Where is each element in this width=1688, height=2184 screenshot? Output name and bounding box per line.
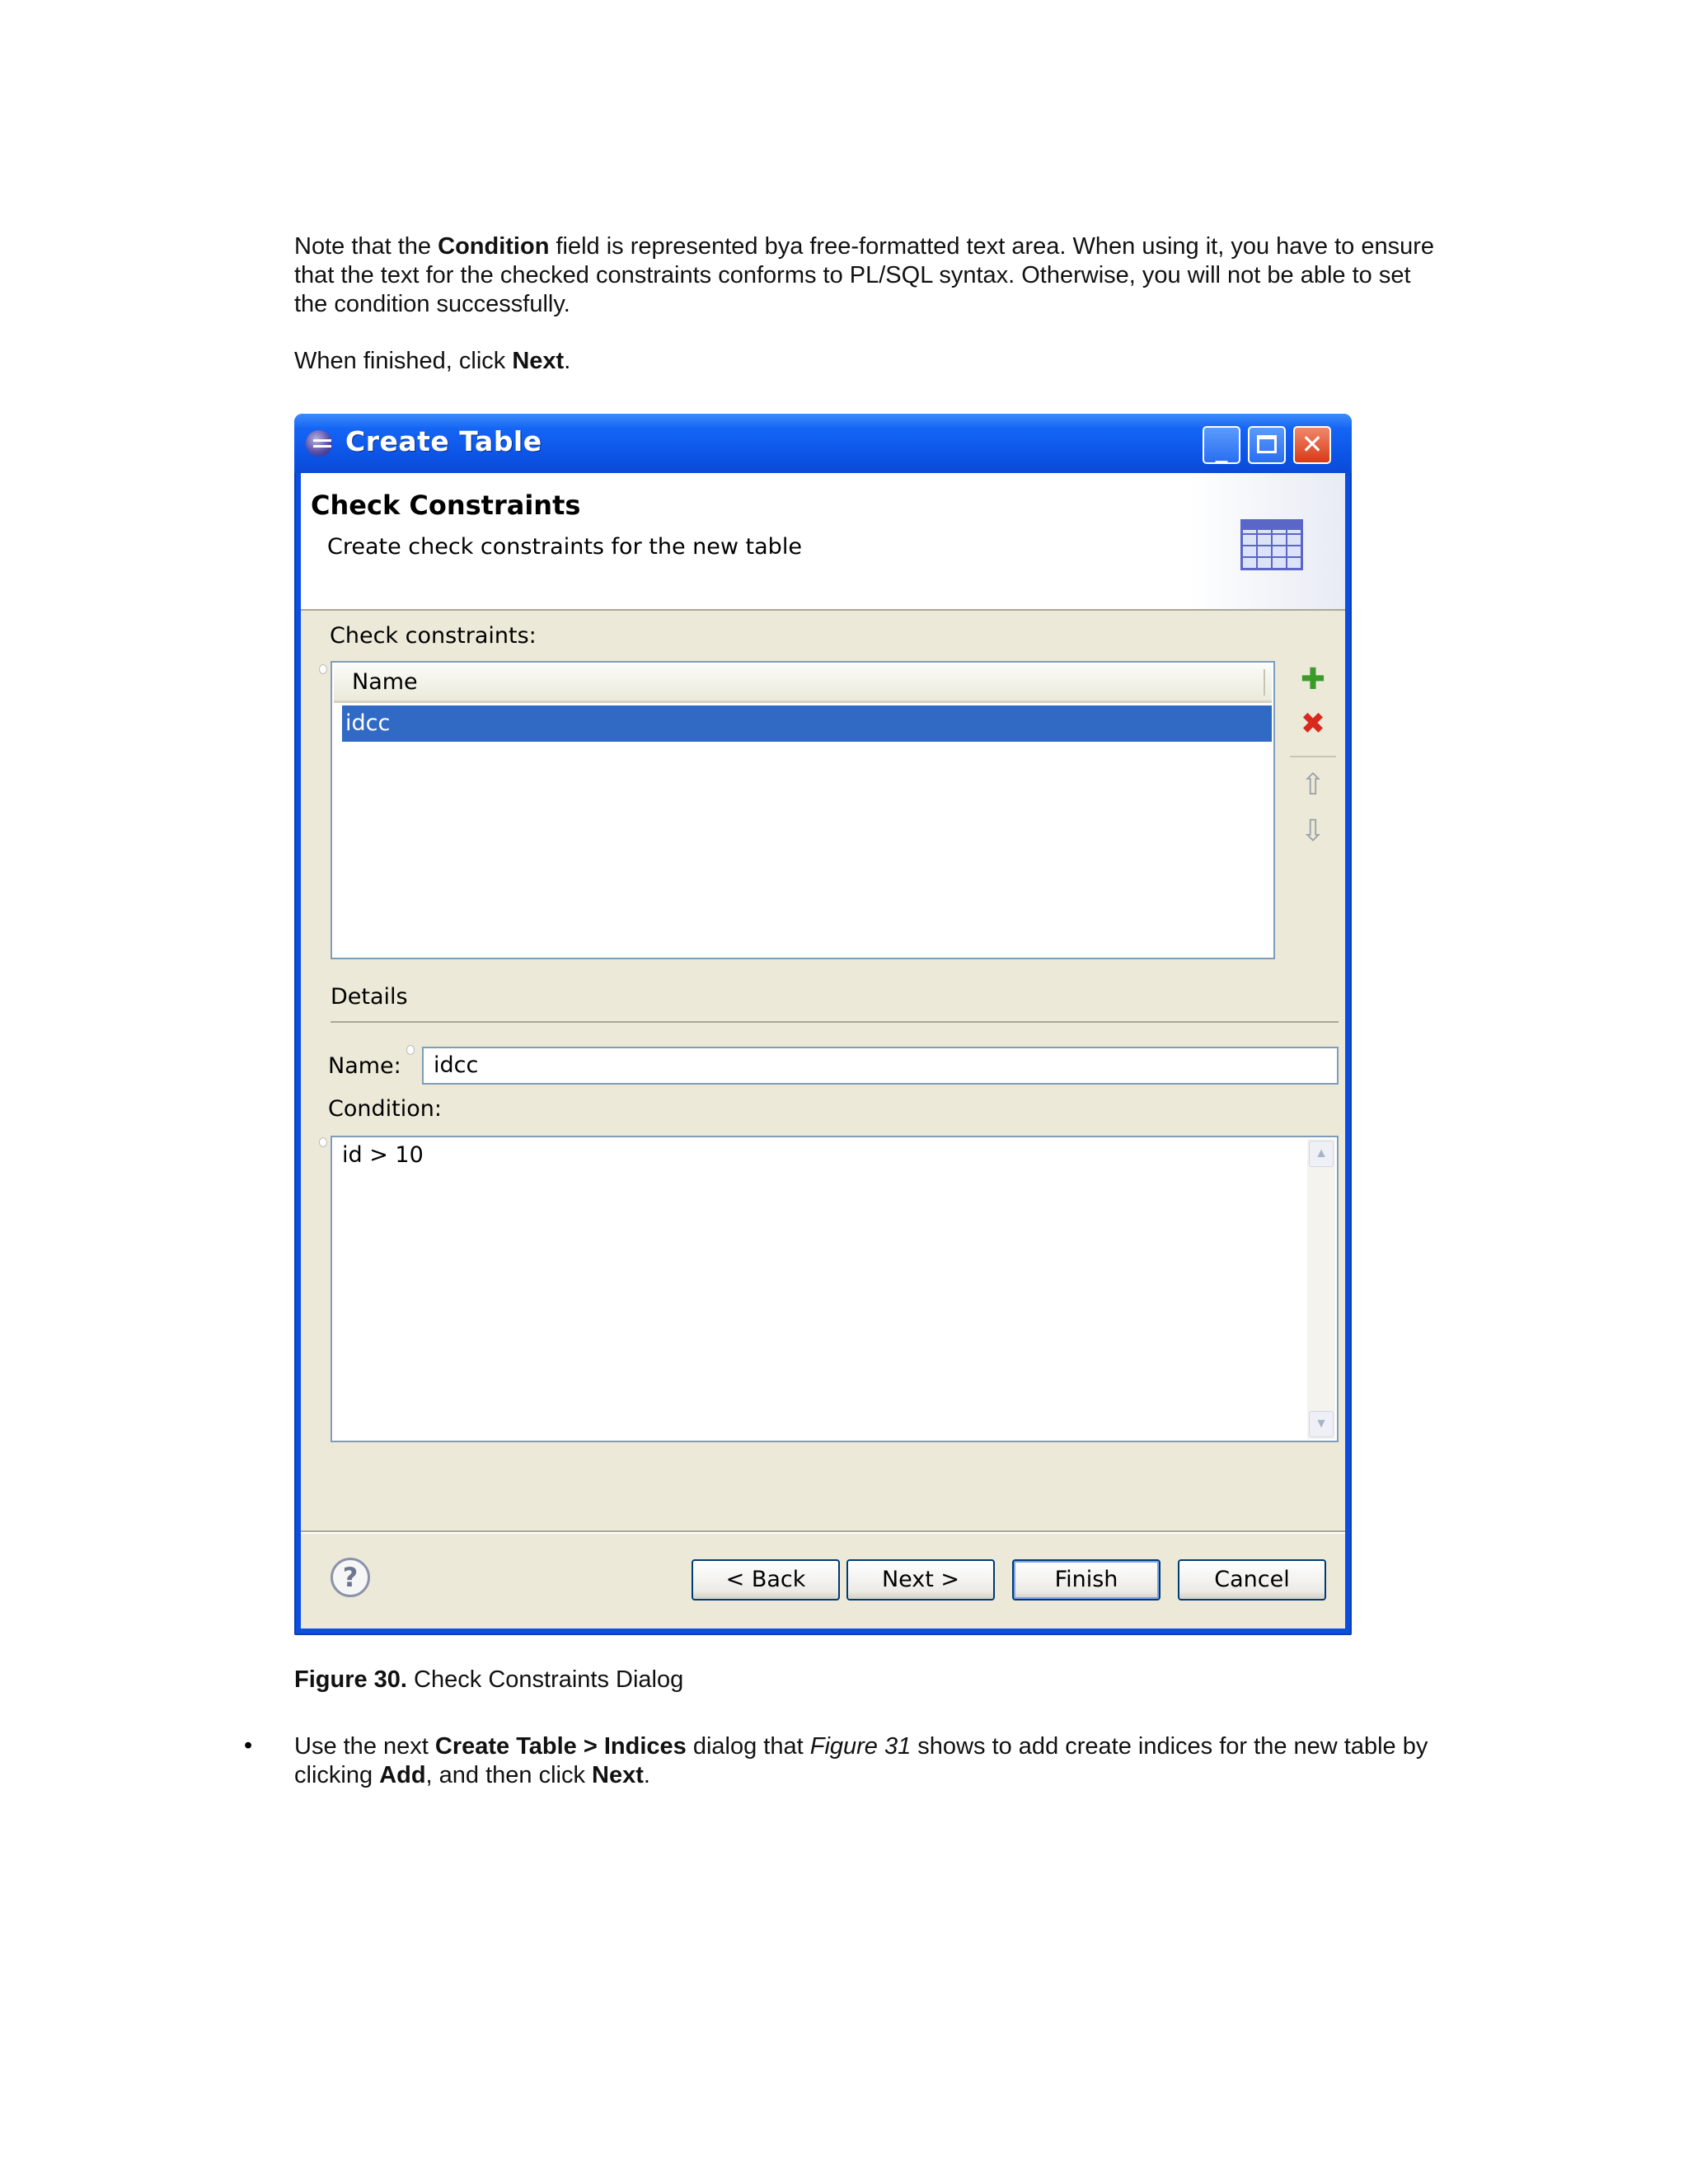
delete-icon[interactable]: ✖ — [1300, 707, 1326, 741]
name-label: Name: — [328, 1053, 401, 1079]
caption-text: Check Constraints Dialog — [407, 1666, 684, 1693]
back-button[interactable]: < Back — [692, 1559, 840, 1601]
bold-next: Next — [592, 1762, 644, 1788]
intro-paragraph — [294, 232, 1434, 319]
details-divider — [331, 1021, 1339, 1023]
scroll-down-icon[interactable]: ▼ — [1309, 1411, 1334, 1437]
constraint-name: idcc — [345, 710, 391, 736]
footer-divider-highlight — [301, 1532, 1345, 1534]
text: that the text for the checked constraints conforms to PL/SQL syntax. Otherwise, you will not be able to set — [294, 262, 1411, 288]
move-up-icon[interactable]: ⇧ — [1300, 768, 1326, 802]
constraints-list[interactable] — [331, 661, 1275, 959]
help-icon[interactable]: ? — [331, 1558, 370, 1597]
text: the condition successfully. — [294, 291, 570, 317]
page-title: Check Constraints — [311, 490, 581, 521]
window-title: Create Table — [345, 425, 542, 457]
finish-button[interactable]: Finish — [1012, 1559, 1160, 1601]
field-hint-icon — [406, 1045, 415, 1055]
cancel-button[interactable]: Cancel — [1178, 1559, 1326, 1601]
bold-next: Next — [512, 348, 565, 374]
page-description: Create check constraints for the new table — [327, 534, 802, 560]
list-item[interactable] — [342, 705, 1272, 742]
condition-textarea[interactable] — [331, 1136, 1339, 1442]
figure-reference: Figure 31 — [809, 1733, 912, 1760]
bold-create-table: Create Table — [434, 1733, 577, 1760]
next-button[interactable]: Next > — [846, 1559, 995, 1601]
bullet-paragraph — [294, 1732, 1428, 1790]
check-constraints-label: Check constraints: — [330, 623, 537, 649]
text: shows to add create indices for the new table by — [911, 1733, 1428, 1760]
close-button[interactable]: ✕ — [1293, 426, 1331, 464]
minimize-button[interactable]: _ — [1203, 426, 1240, 464]
bold-add: Add — [379, 1762, 426, 1788]
wizard-banner — [301, 473, 1345, 611]
text: , and then click — [425, 1762, 593, 1788]
text: Note that the — [294, 233, 438, 260]
text: . — [643, 1762, 650, 1788]
text: Use the next — [294, 1733, 435, 1760]
title-bar[interactable] — [294, 414, 1352, 473]
condition-label: Condition: — [328, 1096, 442, 1122]
figure-caption — [294, 1666, 683, 1694]
finish-paragraph — [294, 347, 570, 376]
field-hint-icon — [319, 1137, 327, 1147]
field-hint-icon — [319, 664, 327, 674]
bullet-marker: • — [244, 1732, 253, 1759]
condition-text: id > 10 — [342, 1142, 424, 1168]
column-divider — [1264, 669, 1265, 696]
bold-indices: > Indices — [576, 1733, 687, 1760]
text: When finished, click — [294, 348, 513, 374]
create-table-dialog — [294, 414, 1352, 1635]
text: clicking — [294, 1762, 380, 1788]
eclipse-app-icon — [306, 430, 332, 457]
text: field is represented bya free-formatted text area. When using it, you have to ensure — [549, 233, 1435, 260]
details-label: Details — [331, 984, 408, 1010]
maximize-button[interactable] — [1248, 426, 1286, 464]
table-icon — [1240, 519, 1303, 570]
text: dialog that — [686, 1733, 810, 1760]
toolbar-separator — [1290, 756, 1336, 757]
scroll-up-icon[interactable]: ▲ — [1309, 1141, 1334, 1167]
figure-number: Figure 30. — [294, 1666, 407, 1693]
move-down-icon[interactable]: ⇩ — [1300, 814, 1326, 848]
column-name-header: Name — [352, 669, 418, 695]
dialog-client-area — [301, 473, 1345, 1629]
text: . — [564, 348, 571, 374]
bold-condition: Condition — [438, 233, 550, 260]
list-column-header[interactable] — [334, 664, 1272, 703]
add-icon[interactable]: ✚ — [1300, 663, 1326, 696]
condition-scrollbar[interactable] — [1307, 1139, 1335, 1439]
name-field[interactable]: idcc — [422, 1047, 1339, 1085]
